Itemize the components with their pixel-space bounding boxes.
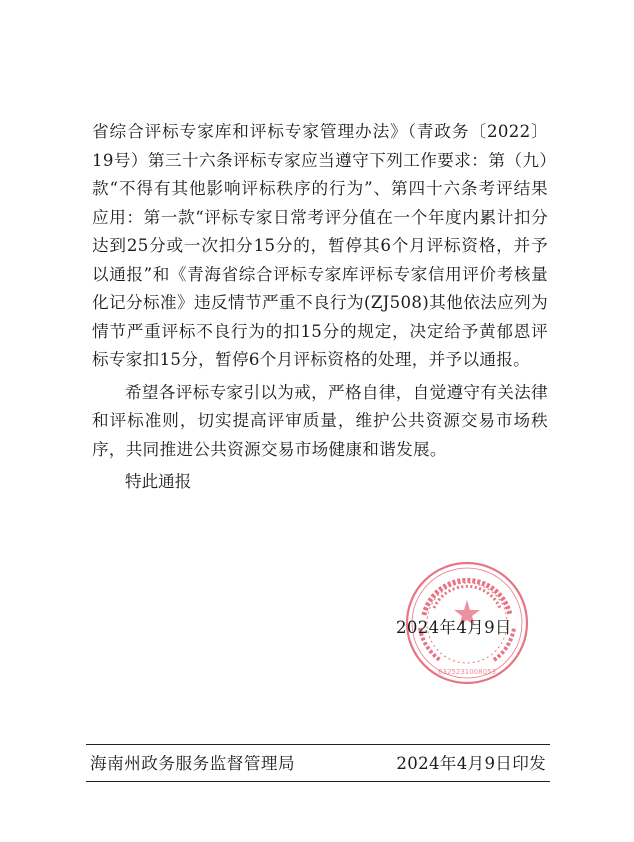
footer-bottom-rule [86, 781, 550, 782]
body-paragraph-1: 省综合评标专家库和评标专家管理办法》（青政务〔2022〕19号）第三十六条评标专家应当遵守下列工作要求：第（九）款“不得有其他影响评标秩序的行为”、第四十六条考评结果应用：第一款“评标专家日常考评分值在一个年度内累计扣分达到25分或一次扣分15分的，暂停其6个月评标资格，并予以通报”和《青海省综合评标专家库评标专家信用评价考核量化记分标准》违反情节严重不良行为(ZJ508)其他依法应列为情节严重评标不良行为的扣15分的规定，决定给予黄郁恩评标专家扣15分，暂停6个月评标资格的处理，并予以通报。 [92, 122, 548, 369]
closing-statement: 特此通报 [125, 472, 192, 491]
footer-top-rule [86, 744, 550, 745]
seal-number: 6325231008053 [438, 668, 496, 676]
body-paragraph-2: 希望各评标专家引以为戒，严格自律，自觉遵守有关法律和评标准则，切实提高评审质量，维护公共资源交易市场秩序，共同推进公共资源交易市场健康和谐发展。 [92, 382, 548, 459]
signature-date: 2024年4月9日 [396, 618, 512, 637]
footer-issuer: 海南州政务服务监督管理局 [90, 754, 296, 773]
footer-print-date: 2024年4月9日印发 [396, 754, 546, 773]
document-body [92, 118, 548, 497]
